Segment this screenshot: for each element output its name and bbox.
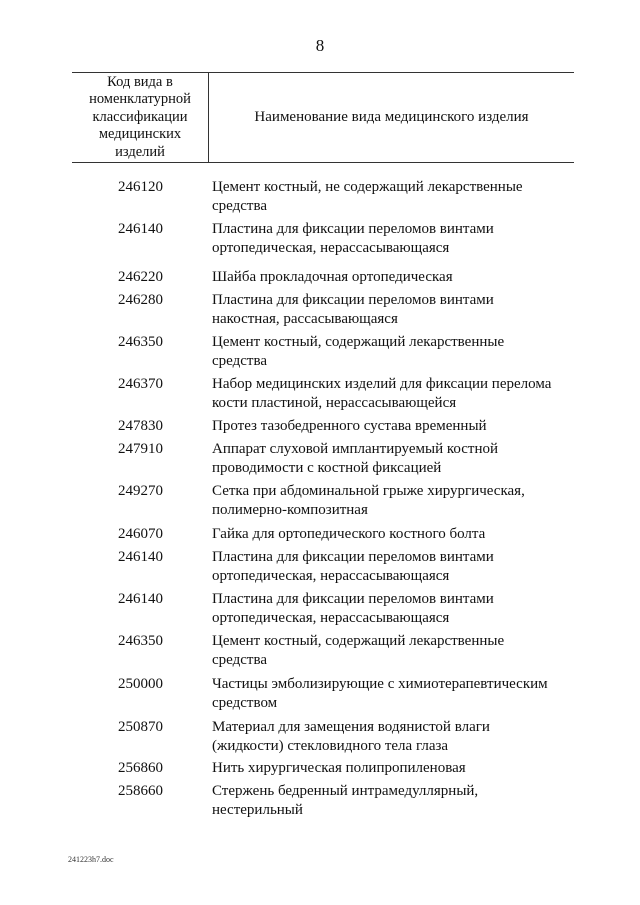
row-name: Шайба прокладочная ортопедическая (212, 269, 453, 285)
row-name: Цемент костный, не содержащий лекарственные средства (212, 179, 523, 214)
row-code: 246350 (118, 633, 163, 649)
row-name: Гайка для ортопедического костного болта (212, 526, 486, 542)
row-code: 246140 (118, 591, 163, 607)
row-name: Протез тазобедренного сустава временный (212, 418, 487, 434)
row-name: Частицы эмболизирующие с химиотерапевтическим средством (212, 676, 548, 711)
row-code: 246140 (118, 549, 163, 565)
table-row (0, 268, 640, 287)
table-row (0, 548, 640, 586)
row-name: Сетка при абдоминальной грыже хирургическая, полимерно-композитная (212, 483, 525, 518)
header-code-label: Код вида в номенклатурной классификации медицинских изделий (89, 73, 191, 160)
row-name: Стержень бедренный интрамедуллярный, нестерильный (212, 783, 479, 818)
row-code: 246220 (118, 269, 163, 285)
header-code-column (72, 73, 209, 162)
table-row (0, 675, 640, 713)
row-code: 249270 (118, 483, 163, 499)
page-number: 8 (315, 36, 325, 55)
row-code: 258660 (118, 783, 163, 799)
row-name: Пластина для фиксации переломов винтами ортопедическая, нерассасывающаяся (212, 221, 494, 256)
table-row (0, 333, 640, 371)
row-name: Аппарат слуховой имплантируемый костной проводимости с костной фиксацией (212, 441, 499, 476)
footer-doc-code: 241223h7.doc (68, 855, 114, 864)
row-name: Пластина для фиксации переломов винтами ортопедическая, нерассасывающаяся (212, 591, 494, 626)
row-code: 246140 (118, 221, 163, 237)
row-code: 250870 (118, 719, 163, 735)
row-code: 246070 (118, 526, 163, 542)
table-header (72, 72, 574, 163)
table-row (0, 375, 640, 413)
table-row (0, 525, 640, 544)
row-name: Нить хирургическая полипропиленовая (212, 760, 466, 776)
table-row (0, 440, 640, 478)
row-name: Цемент костный, содержащий лекарственные средства (212, 334, 505, 369)
table-row (0, 417, 640, 436)
table-row (0, 590, 640, 628)
row-code: 246120 (118, 179, 163, 195)
row-code: 246370 (118, 376, 163, 392)
row-code: 246350 (118, 334, 163, 350)
row-code: 250000 (118, 676, 163, 692)
table-row (0, 759, 640, 778)
row-code: 247910 (118, 441, 163, 457)
table-row (0, 178, 640, 216)
header-name-column (209, 73, 574, 162)
table-row (0, 291, 640, 329)
row-name: Пластина для фиксации переломов винтами накостная, рассасывающаяся (212, 292, 494, 327)
table-row (0, 220, 640, 258)
table-row (0, 718, 640, 756)
row-name: Цемент костный, содержащий лекарственные средства (212, 633, 505, 668)
row-name: Материал для замещения водянистой влаги (жидкости) стекловидного тела глаза (212, 719, 490, 754)
table-row (0, 782, 640, 820)
row-code: 247830 (118, 418, 163, 434)
row-name: Набор медицинских изделий для фиксации перелома кости пластиной, нерассасывающейся (212, 376, 552, 411)
table-body (0, 178, 640, 820)
row-name: Пластина для фиксации переломов винтами ортопедическая, нерассасывающаяся (212, 549, 494, 584)
row-code: 246280 (118, 292, 163, 308)
table-row (0, 482, 640, 520)
header-name-label: Наименование вида медицинского изделия (254, 109, 529, 125)
table-row (0, 632, 640, 670)
row-code: 256860 (118, 760, 163, 776)
